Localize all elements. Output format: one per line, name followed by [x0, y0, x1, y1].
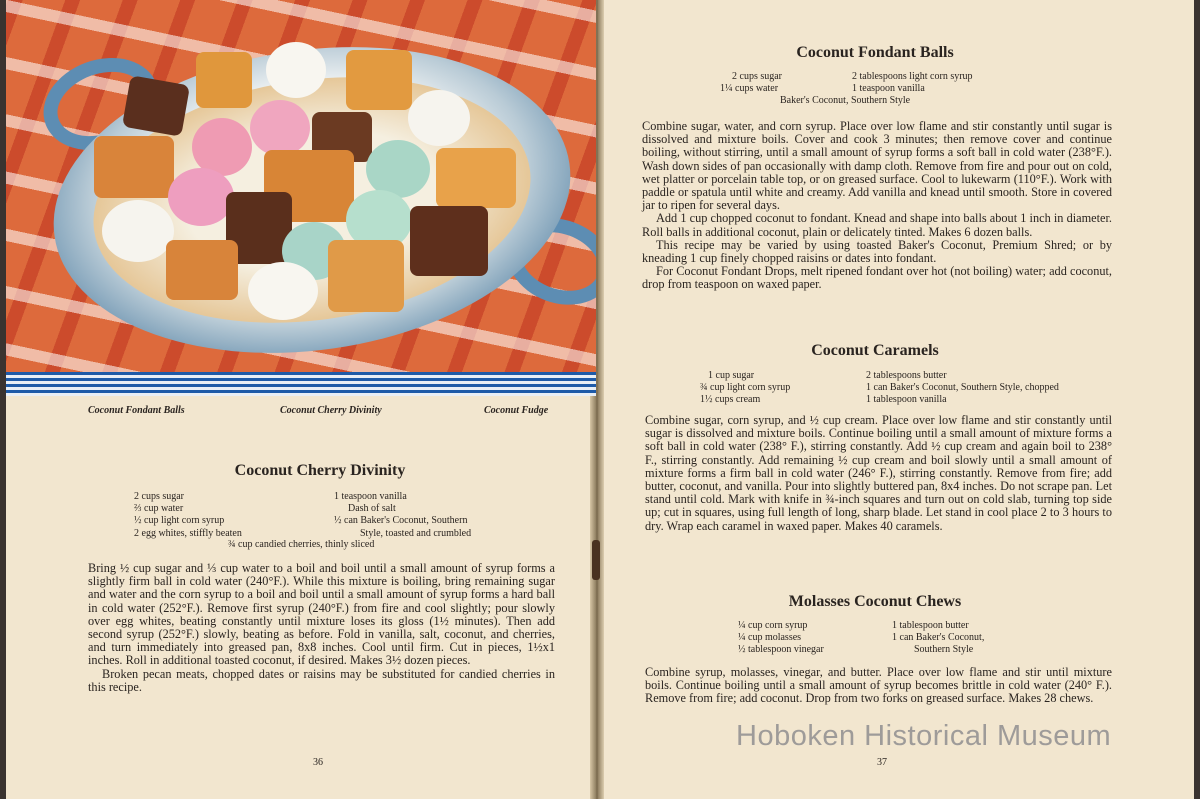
ingredient: ¼ cup molasses	[738, 632, 802, 644]
ingredient: 2 tablespoons butter	[866, 370, 947, 381]
ingredients-right-column	[892, 620, 984, 657]
recipe-title-molasses-chews: Molasses Coconut Chews	[788, 593, 962, 610]
ingredients-left-column	[720, 71, 782, 95]
ingredients-left-column	[700, 370, 820, 407]
divinity-piece	[346, 50, 412, 110]
directions-molasses-chews	[645, 666, 1112, 706]
ingredient: 1 can Baker's Coconut,	[892, 632, 985, 644]
directions-caramels	[645, 414, 1112, 533]
directions-fondant-balls	[642, 120, 1112, 292]
ingredient-centered: Baker's Coconut, Southern Style	[780, 95, 911, 106]
directions-cherry-divinity	[88, 562, 555, 694]
divinity-piece	[166, 240, 238, 300]
page-number-right: 37	[877, 757, 887, 768]
ingredient: ⅔ cup water	[134, 503, 184, 515]
ingredients-left-column	[738, 620, 824, 657]
photo-captions	[6, 402, 596, 420]
ingredient: ½ can Baker's Coconut, Southern	[334, 515, 468, 527]
recipe-title-caramels: Coconut Caramels	[811, 342, 939, 359]
ingredient: ¾ cup light corn syrup	[700, 382, 791, 394]
ingredient: 1 can Baker's Coconut, Southern Style, chopped	[866, 382, 1059, 394]
divinity-piece	[328, 240, 404, 312]
decorative-stripe-band	[6, 372, 596, 396]
divinity-piece	[196, 52, 252, 108]
ingredient: 1 tablespoon butter	[892, 620, 969, 631]
ingredient: 2 tablespoons light corn syrup	[852, 71, 973, 82]
divinity-piece	[436, 148, 516, 208]
ingredient: 1½ cups cream	[700, 394, 761, 406]
ingredient: 1 cup sugar	[708, 370, 755, 381]
fudge-piece	[122, 75, 190, 137]
fudge-piece	[410, 206, 488, 276]
ingredient: ¼ cup corn syrup	[738, 620, 808, 631]
caption-cherry-divinity: Coconut Cherry Divinity	[280, 405, 382, 416]
direction-paragraph: Broken pecan meats, chopped dates or raisins may be substituted for candied cherries in this recipe.	[88, 666, 555, 694]
fondant-ball	[408, 90, 470, 146]
caption-fudge: Coconut Fudge	[484, 405, 549, 416]
fondant-ball	[266, 42, 326, 98]
direction-paragraph: Combine syrup, molasses, vinegar, and butter. Place over low flame and stir until mixture boils. Continue boiling until a small amount of syrup becomes brittle in cold water (240° F.). Remove from fire; add coconut. Drop from two forks on greased surface. Makes 28 chews.	[645, 665, 1112, 706]
candy-plate-photo	[6, 0, 596, 378]
ingredients-right-column	[866, 370, 1059, 407]
ingredient: 1 teaspoon vanilla	[334, 491, 407, 502]
ingredient: 1¼ cups water	[720, 83, 779, 95]
ingredient: ½ tablespoon vinegar	[738, 644, 824, 656]
fondant-ball	[248, 262, 318, 320]
page-number-left: 36	[313, 757, 323, 768]
ingredient-centered: ¾ cup candied cherries, thinly sliced	[228, 539, 375, 550]
fondant-ball	[102, 200, 174, 262]
ingredient: Southern Style	[914, 644, 974, 656]
direction-paragraph: For Coconut Fondant Drops, melt ripened fondant over hot (not boiling) water; add coconut, drop from teaspoon on waxed paper.	[642, 264, 1112, 292]
ingredients-left-column	[134, 491, 242, 540]
fondant-ball	[250, 100, 310, 156]
ingredient: 2 egg whites, stiffly beaten	[134, 527, 242, 539]
direction-paragraph: Combine sugar, water, and corn syrup. Place over low flame and stir constantly until sugar is dissolved and mixture boils. Cover and cook 3 minutes; then remove cover and continue boiling, without stirring, until a small amount of syrup forms a soft ball in cold water (238°F.). Wash down sides of pan occasionally with damp cloth. Remove from fire and pour out on cold, wet platter or porcelain table top, or on greased surface. Cool to lukewarm (110°F.). Work with paddle or spatula until white and creamy. Add vanilla and knead until smooth. Store in covered jar to ripen for several days.	[642, 119, 1112, 213]
direction-paragraph: Add 1 cup chopped coconut to fondant. Knead and shape into balls about 1 inch in diameter. Roll balls in additional coconut, plain or delicately tinted. Makes 6 dozen balls.	[642, 211, 1112, 239]
direction-paragraph: Bring ½ cup sugar and ⅓ cup water to a boil and boil until a small amount of syrup forms a slightly firm ball in cold water (240°F.). While this mixture is boiling, bring remaining sugar and water and the corn syrup to a boil and boil until a small amount of syrup forms a hard ball in cold water (252°F.). Remove first syrup (240°F.) from fire and cool slightly; pour slowly over egg whites, beating constantly until mixture loses its gloss (1½ minutes). Then add second syrup (252°F.) slowly, beating as before. Fold in vanilla, salt, coconut, and cherries, and turn immediately into greased pan, 8x8 inches. Cool until firm. Cut in pieces, 1½x1 inches. Roll in additional toasted coconut, if desired. Makes 3½ dozen pieces.	[88, 561, 555, 668]
recipe-title-fondant-balls: Coconut Fondant Balls	[796, 44, 954, 61]
ingredient: Style, toasted and crumbled	[360, 527, 472, 539]
ingredient: 1 teaspoon vanilla	[852, 83, 925, 95]
ingredient: Dash of salt	[348, 503, 396, 515]
divinity-piece	[94, 136, 174, 198]
direction-paragraph: Combine sugar, corn syrup, and ½ cup cream. Place over low flame and stir constantly until sugar is dissolved and mixture boils. Continue boiling until a small amount of mixture forms a soft ball in cold water (238° F.), stirring constantly. Add ½ cup cream and again boil to 238° F., stirring constantly. Add remaining ½ cup cream and boil slowly until a small amount of mixture forms a firm ball in cold water (246° F.), stirring constantly. Remove from fire; add butter, coconut, and vanilla. Pour into slightly buttered pan, 8x4 inches. Do not scrape pan. Let stand until cold. Mark with knife in ¾-inch squares and turn out on cold slab, turning top side up; cut in squares, using full length of long, sharp blade. Let stand in cool place 2 to 3 hours to dry. Wrap each caramel in waxed paper. Makes 40 caramels.	[645, 413, 1112, 533]
ingredient: 2 cups sugar	[134, 491, 184, 502]
caption-fondant-balls: Coconut Fondant Balls	[88, 405, 185, 416]
direction-paragraph: This recipe may be varied by using toasted Baker's Coconut, Premium Shred; or by kneading 1 cup finely chopped raisins or dates into fondant.	[642, 237, 1112, 266]
ingredient: 2 cups sugar	[732, 71, 782, 82]
ingredients-right-column	[334, 491, 471, 540]
museum-watermark: Hoboken Historical Museum	[736, 720, 1112, 752]
ingredients-right-column	[852, 71, 973, 95]
ingredient: 1 tablespoon vanilla	[866, 394, 947, 406]
ingredient: ½ cup light corn syrup	[134, 515, 225, 527]
recipe-title-cherry-divinity: Coconut Cherry Divinity	[234, 462, 406, 479]
staple	[592, 540, 600, 580]
fondant-ball	[168, 168, 234, 226]
